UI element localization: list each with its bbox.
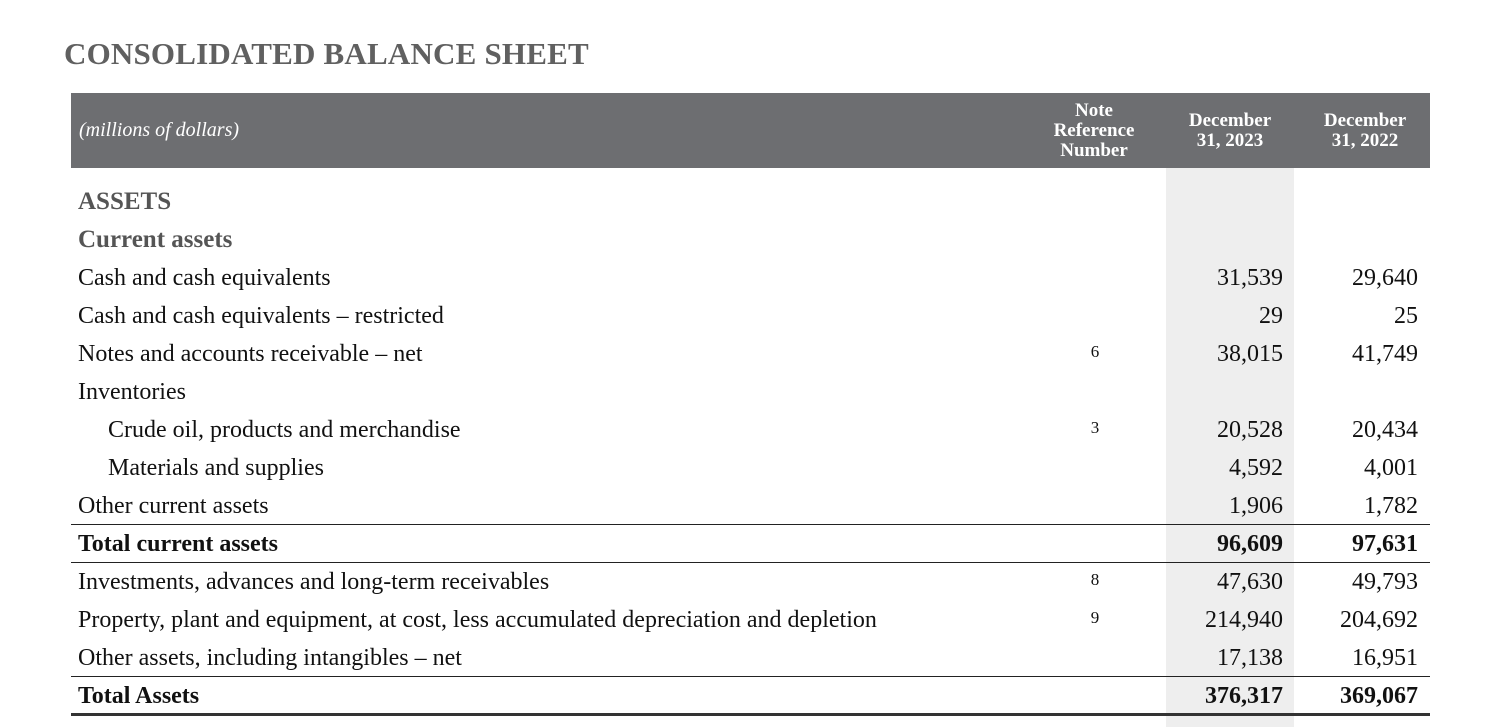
dec-2023-column-header: December 31, 2023 (1188, 109, 1272, 151)
table-row (71, 335, 1430, 373)
value-2023: 47,630 (1217, 568, 1283, 595)
value-2023: 4,592 (1229, 454, 1283, 481)
value-2022: 16,951 (1352, 644, 1418, 671)
row-label: Investments, advances and long-term receivables (78, 568, 550, 595)
table-row (71, 221, 1430, 259)
value-2023: 38,015 (1217, 340, 1283, 367)
value-2022: 1,782 (1364, 492, 1418, 519)
value-2022: 41,749 (1352, 340, 1418, 367)
value-2023: 20,528 (1217, 416, 1283, 443)
value-2023: 29 (1259, 302, 1283, 329)
table-row (71, 297, 1430, 335)
row-label: Property, plant and equipment, at cost, less accumulated depreciation and depletion (78, 606, 877, 633)
table-row (71, 639, 1430, 677)
table-header (71, 93, 1430, 168)
note-reference: 6 (1090, 342, 1100, 361)
row-label: Inventories (78, 378, 186, 405)
page-title: CONSOLIDATED BALANCE SHEET (64, 36, 589, 71)
value-2023: 31,539 (1217, 264, 1283, 291)
table-row (71, 259, 1430, 297)
table-row (71, 183, 1430, 221)
value-2022: 4,001 (1364, 454, 1418, 481)
grand-total-rule (71, 713, 1430, 716)
row-label: Crude oil, products and merchandise (108, 416, 461, 443)
value-2022: 369,067 (1340, 682, 1418, 709)
table-row (71, 563, 1430, 601)
row-label: Total current assets (78, 530, 278, 557)
row-label: Notes and accounts receivable – net (78, 340, 423, 367)
value-2022: 97,631 (1352, 530, 1418, 557)
table-row (71, 601, 1430, 639)
value-2023: 96,609 (1217, 530, 1283, 557)
value-2022: 20,434 (1352, 416, 1418, 443)
row-label: Cash and cash equivalents – restricted (78, 302, 444, 329)
units-label: (millions of dollars) (79, 119, 240, 141)
dec-2022-column-header: December 31, 2022 (1323, 109, 1407, 151)
table-row (71, 411, 1430, 449)
note-reference: 8 (1090, 570, 1100, 589)
row-label: Other current assets (78, 492, 269, 519)
row-label: Other assets, including intangibles – net (78, 644, 462, 671)
row-label: Cash and cash equivalents (78, 264, 331, 291)
note-reference: 9 (1090, 608, 1100, 627)
row-label: Materials and supplies (108, 454, 324, 481)
row-label: Total Assets (78, 682, 200, 709)
value-2022: 25 (1394, 302, 1418, 329)
table-row (71, 373, 1430, 411)
value-2022: 29,640 (1352, 264, 1418, 291)
row-label: Current assets (78, 226, 233, 253)
table-row (71, 487, 1430, 525)
table-row (71, 525, 1430, 563)
value-2023: 214,940 (1205, 606, 1283, 633)
value-2023: 17,138 (1217, 644, 1283, 671)
value-2023: 1,906 (1229, 492, 1283, 519)
value-2022: 204,692 (1340, 606, 1418, 633)
note-reference: 3 (1090, 418, 1100, 437)
value-2023: 376,317 (1205, 682, 1283, 709)
row-label: ASSETS (78, 188, 172, 215)
table-row (71, 449, 1430, 487)
table-row (71, 677, 1430, 715)
value-2022: 49,793 (1352, 568, 1418, 595)
note-column-header: Note Reference Number (1053, 99, 1135, 161)
